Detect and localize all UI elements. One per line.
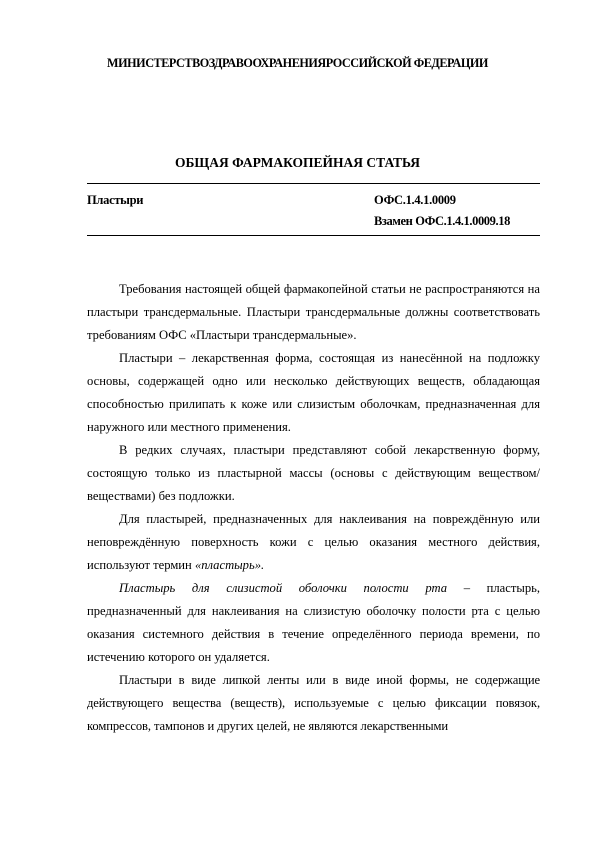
article-name: Пластыри <box>87 193 144 207</box>
article-replaces: Взамен ОФС.1.4.1.0009.18 <box>374 214 510 228</box>
paragraph-2: Пластыри – лекарственная форма, состоящая из нанесённой на подложку основы, содержащей одно или несколько действующих веществ, обладающая способностью прилипать к коже или слизистым оболочкам, предназначенная для наружного или местного применения. <box>87 351 540 434</box>
paragraph-4 <box>87 508 540 577</box>
term-oral-mucosa-plaster: Пластырь для слизистой оболочки полости рта <box>119 581 448 595</box>
paragraph-5-text: – пластырь, предназначенный для наклеивания на слизистую оболочку полости рта с целью оказания системного действия в течение определённого периода времени, по истечению которого он удаляется. <box>87 581 541 664</box>
document-title: ОБЩАЯ ФАРМАКОПЕЙНАЯ СТАТЬЯ <box>174 155 421 170</box>
article-code: ОФС.1.4.1.0009 <box>374 193 456 207</box>
paragraph-3: В редких случаях, пластыри представляют собой лекарственную форму, состоящую только из пластырной массы (основы с действующим веществом/веществами) без подложки. <box>87 443 540 503</box>
paragraph-5 <box>87 577 540 669</box>
ministry-heading: МИНИСТЕРСТВОЗДРАВООХРАНЕНИЯРОССИЙСКОЙ ФЕДЕРАЦИИ <box>107 56 488 70</box>
bottom-divider <box>87 235 540 236</box>
paragraph-6: Пластыри в виде липкой ленты или в виде иной формы, не содержащие действующего вещества (веществ), используемые с целью фиксации повязок, компрессов, тампонов и других целей, не являются лекарственными <box>87 673 540 733</box>
paragraph-4-text: Для пластырей, предназначенных для наклеивания на повреждённую или неповреждённую поверхность кожи с целью оказания местного действия, используют термин <box>87 512 540 572</box>
top-divider <box>87 183 540 184</box>
paragraph-1: Требования настоящей общей фармакопейной статьи не распространяются на пластыри трансдермальные. Пластыри трансдермальные должны соответствовать требованиям ОФС «Пластыри трансдермальные». <box>87 282 540 342</box>
term-plaster: «пластырь» <box>194 558 262 572</box>
article-body <box>87 278 540 738</box>
paragraph-4-end: . <box>261 558 265 572</box>
